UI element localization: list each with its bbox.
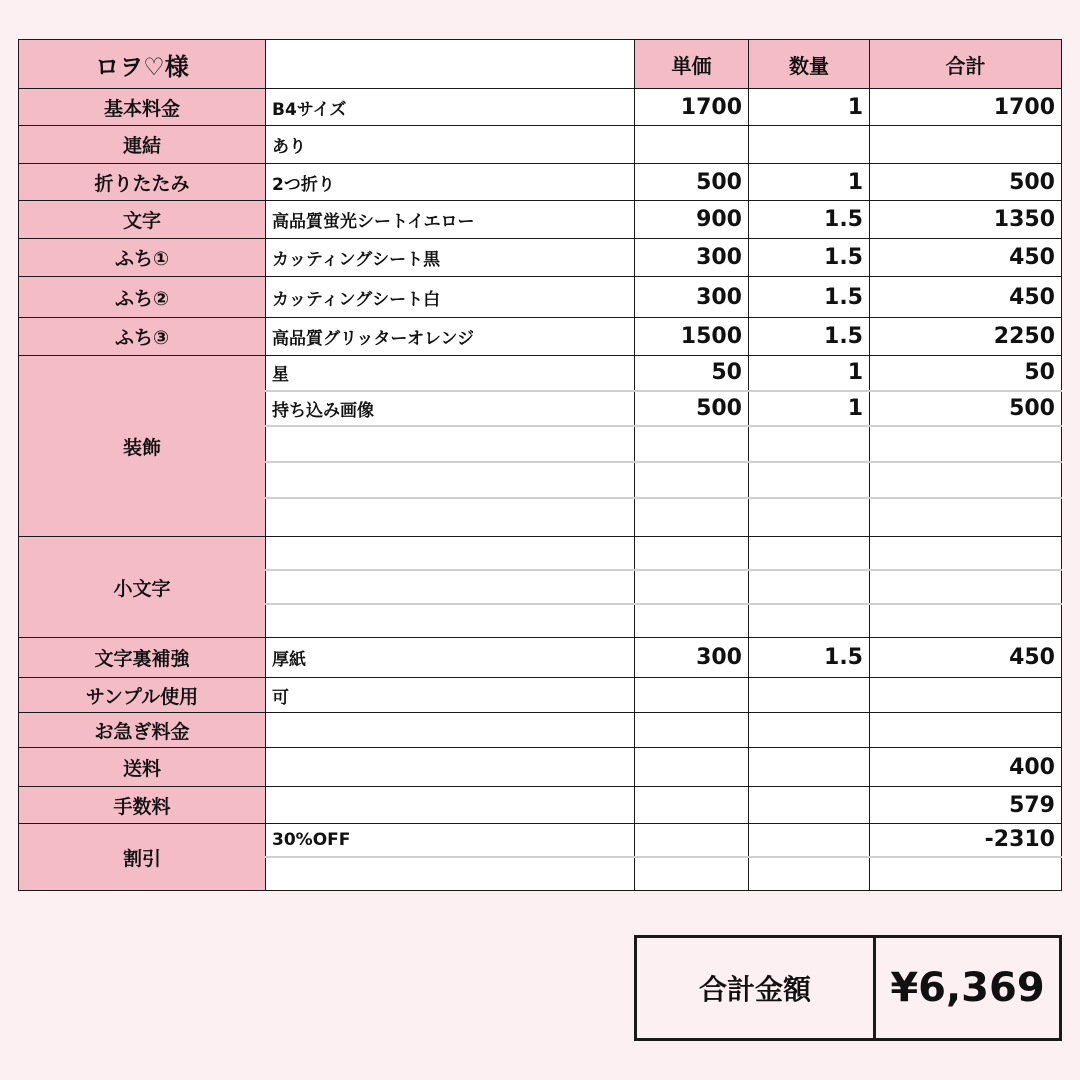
unit-price (635, 857, 749, 891)
item-description: 星 (266, 356, 635, 391)
line-total: -2310 (870, 824, 1062, 857)
line-total: 579 (870, 787, 1062, 824)
item-description (266, 604, 635, 638)
item-description (266, 462, 635, 498)
table-row (19, 201, 1062, 239)
unit-price: 1500 (635, 318, 749, 356)
header-row (19, 40, 1062, 89)
unit-price: 900 (635, 201, 749, 239)
unit-price: 300 (635, 239, 749, 277)
row-label: ふち② (19, 277, 266, 318)
quantity (749, 570, 870, 604)
item-description: カッティングシート黒 (266, 239, 635, 277)
row-label: 折りたたみ (19, 164, 266, 201)
line-total (870, 426, 1062, 462)
line-total: 400 (870, 748, 1062, 787)
line-total (870, 498, 1062, 537)
row-label: 基本料金 (19, 89, 266, 126)
quantity: 1.5 (749, 201, 870, 239)
customer-name: ロヲ♡様 (19, 40, 266, 89)
table-row (19, 713, 1062, 748)
row-label: お急ぎ料金 (19, 713, 266, 748)
row-label: 送料 (19, 748, 266, 787)
quantity: 1 (749, 164, 870, 201)
column-header-total: 合計 (870, 40, 1062, 89)
line-total: 1350 (870, 201, 1062, 239)
unit-price (635, 824, 749, 857)
line-total: 450 (870, 277, 1062, 318)
item-description (266, 713, 635, 748)
line-total (870, 678, 1062, 713)
row-label: ふち① (19, 239, 266, 277)
grand-total-amount: ¥6,369 (875, 937, 1061, 1040)
table-row (19, 537, 1062, 570)
unit-price: 500 (635, 164, 749, 201)
table-row (19, 89, 1062, 126)
table-row (19, 164, 1062, 201)
item-description (266, 570, 635, 604)
line-total: 50 (870, 356, 1062, 391)
group-label: 割引 (19, 824, 266, 891)
unit-price: 300 (635, 277, 749, 318)
row-label: 手数料 (19, 787, 266, 824)
unit-price (635, 604, 749, 638)
item-description: 高品質蛍光シートイエロー (266, 201, 635, 239)
quantity (749, 126, 870, 164)
line-total (870, 604, 1062, 638)
item-description (266, 498, 635, 537)
row-label: 連結 (19, 126, 266, 164)
unit-price (635, 678, 749, 713)
quantity (749, 426, 870, 462)
unit-price (635, 570, 749, 604)
table-row (19, 787, 1062, 824)
quantity (749, 462, 870, 498)
item-description: カッティングシート白 (266, 277, 635, 318)
item-description (266, 857, 635, 891)
table-row (19, 824, 1062, 857)
unit-price (635, 462, 749, 498)
item-description: B4サイズ (266, 89, 635, 126)
quantity (749, 824, 870, 857)
table-row (19, 318, 1062, 356)
unit-price: 300 (635, 638, 749, 678)
unit-price: 1700 (635, 89, 749, 126)
quantity (749, 857, 870, 891)
quantity: 1 (749, 391, 870, 426)
header-blank-cell (266, 40, 635, 89)
quantity: 1 (749, 89, 870, 126)
line-total: 500 (870, 164, 1062, 201)
table-row (19, 678, 1062, 713)
quantity (749, 604, 870, 638)
line-total: 450 (870, 638, 1062, 678)
quantity: 1.5 (749, 318, 870, 356)
quantity (749, 748, 870, 787)
line-total: 500 (870, 391, 1062, 426)
row-label: サンプル使用 (19, 678, 266, 713)
quantity (749, 787, 870, 824)
line-total: 450 (870, 239, 1062, 277)
unit-price (635, 537, 749, 570)
grand-total-label: 合計金額 (636, 937, 875, 1040)
table-row (19, 126, 1062, 164)
grand-total-row (636, 937, 1061, 1040)
item-description (266, 748, 635, 787)
unit-price: 50 (635, 356, 749, 391)
item-description: あり (266, 126, 635, 164)
item-description: 持ち込み画像 (266, 391, 635, 426)
column-header-unit-price: 単価 (635, 40, 749, 89)
quantity (749, 678, 870, 713)
line-total (870, 537, 1062, 570)
unit-price (635, 713, 749, 748)
quantity (749, 537, 870, 570)
group-label: 装飾 (19, 356, 266, 537)
line-total: 2250 (870, 318, 1062, 356)
group-label: 小文字 (19, 537, 266, 638)
line-total (870, 126, 1062, 164)
quantity: 1.5 (749, 277, 870, 318)
row-label: ふち③ (19, 318, 266, 356)
table-row (19, 748, 1062, 787)
quote-table-body (19, 40, 1062, 891)
line-total (870, 857, 1062, 891)
line-total (870, 570, 1062, 604)
quantity (749, 713, 870, 748)
unit-price: 500 (635, 391, 749, 426)
grand-total-box (634, 935, 1062, 1041)
row-label: 文字 (19, 201, 266, 239)
row-label: 文字裏補強 (19, 638, 266, 678)
item-description (266, 426, 635, 462)
line-total (870, 713, 1062, 748)
table-row (19, 356, 1062, 391)
unit-price (635, 426, 749, 462)
item-description: 可 (266, 678, 635, 713)
quantity: 1.5 (749, 638, 870, 678)
quantity (749, 498, 870, 537)
table-row (19, 239, 1062, 277)
unit-price (635, 498, 749, 537)
item-description: 30%OFF (266, 824, 635, 857)
line-total: 1700 (870, 89, 1062, 126)
item-description: 高品質グリッターオレンジ (266, 318, 635, 356)
line-total (870, 462, 1062, 498)
quantity: 1 (749, 356, 870, 391)
quantity: 1.5 (749, 239, 870, 277)
table-row (19, 638, 1062, 678)
item-description: 厚紙 (266, 638, 635, 678)
quote-table (18, 39, 1062, 891)
item-description: 2つ折り (266, 164, 635, 201)
unit-price (635, 126, 749, 164)
table-row (19, 277, 1062, 318)
item-description (266, 787, 635, 824)
unit-price (635, 748, 749, 787)
item-description (266, 537, 635, 570)
column-header-quantity: 数量 (749, 40, 870, 89)
unit-price (635, 787, 749, 824)
